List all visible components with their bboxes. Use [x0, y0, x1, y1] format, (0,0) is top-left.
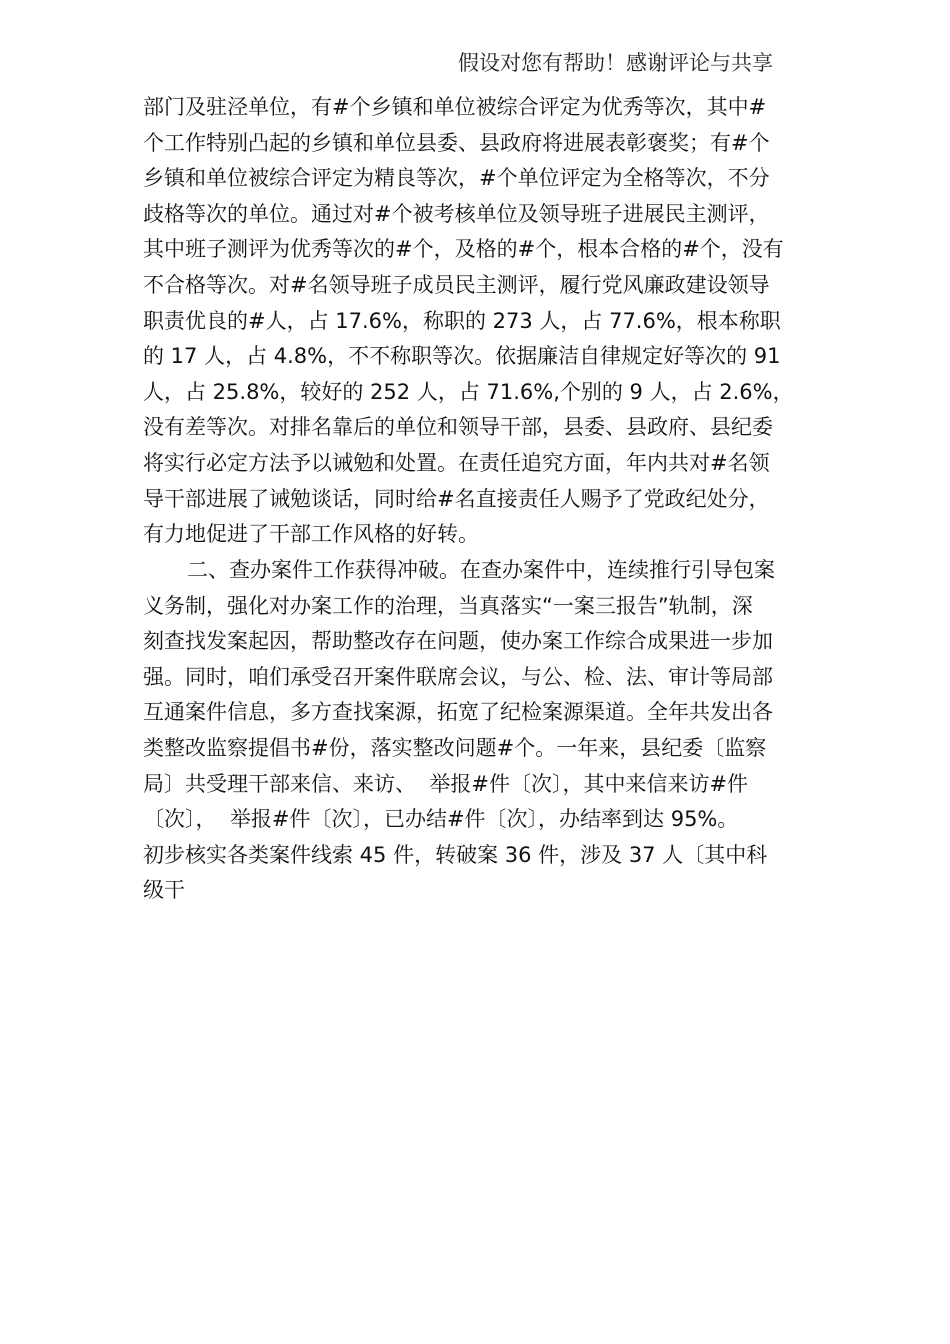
text-line: 乡镇和单位被综合评定为精良等次，#个单位评定为全格等次，不分	[143, 166, 770, 191]
text-line: 没有差等次。对排名靠后的单位和领导干部，县委、县政府、县纪委	[143, 415, 773, 440]
paragraph-2	[143, 553, 823, 909]
text-line: 歧格等次的单位。通过对#个被考核单位及领导班子进展民主测评，	[143, 201, 770, 226]
text-line: 职责优良的#人，占 17.6%，称职的 273 人，占 77.6%，根本称职	[143, 308, 781, 333]
text-line: 义务制，强化对办案工作的治理，当真落实“一案三报告”轨制，深	[143, 593, 753, 618]
header-note: 假设对您有帮助！感谢评论与共享	[458, 51, 773, 75]
text-line: 不合格等次。对#名领导班子成员民主测评，履行党风廉政建设领导	[143, 272, 770, 297]
text-line: 将实行必定方法予以诫勉和处置。在责任追究方面，年内共对#名领	[143, 450, 770, 475]
text-line: 其中班子测评为优秀等次的#个，及格的#个，根本合格的#个，没有	[143, 237, 784, 262]
text-line: 局〕共受理干部来信、来访、 举报#件〔次〕，其中来信来访#件	[143, 771, 749, 796]
text-line: 导干部进展了诫勉谈话，同时给#名直接责任人赐予了党政纪处分，	[143, 486, 770, 511]
text-line: 有力地促进了干部工作风格的好转。	[143, 522, 479, 547]
text-line: 强。同时，咱们承受召开案件联席会议，与公、检、法、审计等局部	[143, 664, 773, 689]
text-line: 级干	[143, 878, 185, 903]
text-line: 二、查办案件工作获得冲破。在查办案件中，连续推行引导包案	[187, 558, 775, 582]
text-line: 个工作特别凸起的乡镇和单位县委、县政府将进展表彰褒奖；有#个	[143, 130, 770, 155]
text-line: 刻查找发案起因，帮助整改存在问题，使办案工作综合成果进一步加	[143, 629, 773, 654]
text-line: 的 17 人，占 4.8%，不不称职等次。依据廉洁自律规定好等次的 91	[143, 344, 781, 369]
text-line: 人，占 25.8%，较好的 252 人，占 71.6%,个别的 9 人，占 2.6%，	[143, 379, 794, 404]
text-line: 初步核实各类案件线索 45 件，转破案 36 件，涉及 37 人〔其中科	[143, 842, 768, 867]
paragraph-1	[143, 90, 823, 553]
text-line: 类整改监察提倡书#份，落实整改问题#个。一年来，县纪委〔监察	[143, 735, 767, 760]
text-line: 互通案件信息，多方查找案源，拓宽了纪检案源渠道。全年共发出各	[143, 700, 773, 725]
text-line: 〔次〕， 举报#件〔次〕，已办结#件〔次〕，办结率到达 95%。	[143, 807, 739, 832]
text-line: 部门及驻泾单位，有#个乡镇和单位被综合评定为优秀等次，其中#	[143, 95, 767, 119]
